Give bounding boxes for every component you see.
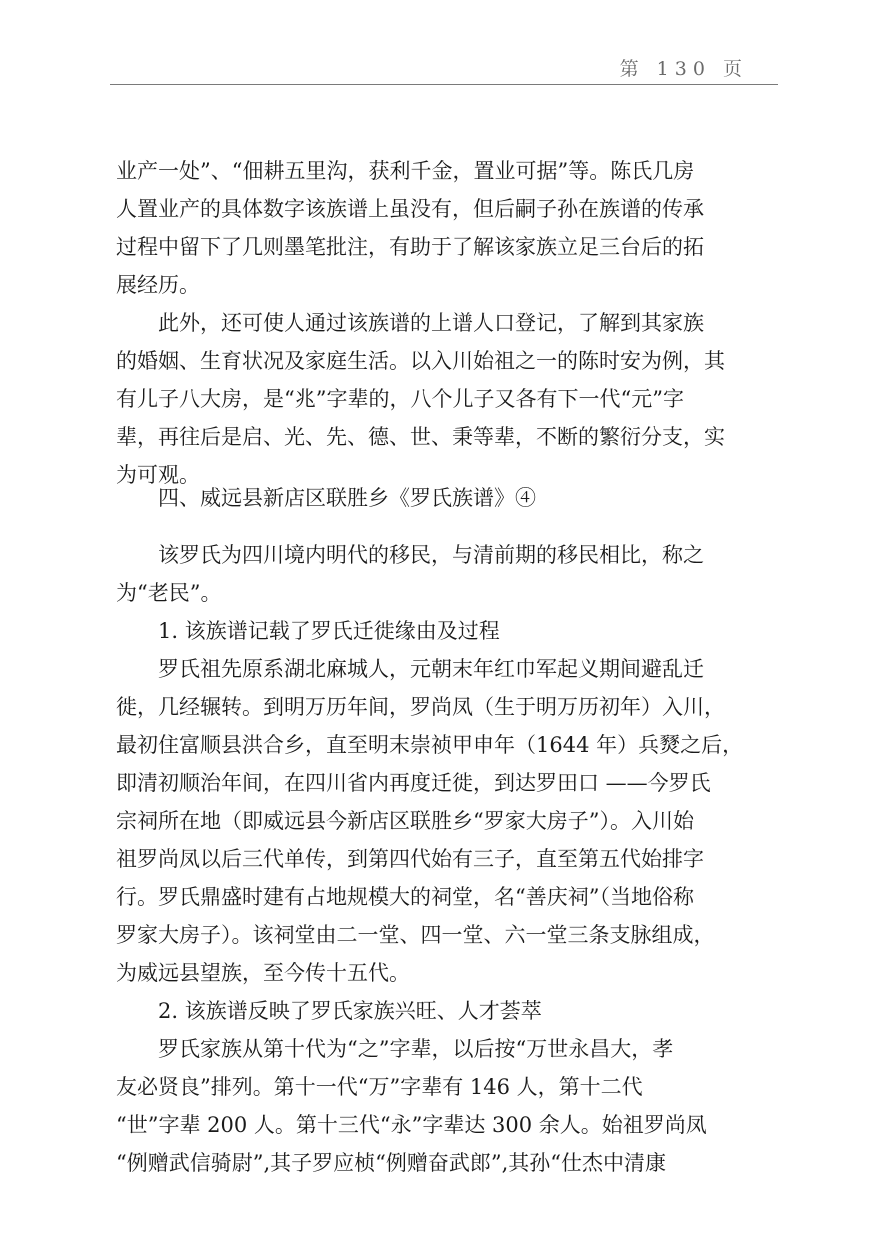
text-line: 辈，再往后是启、光、先、德、世、秉等辈，不断的繁衍分支，实 — [116, 425, 725, 449]
text-line: 过程中留下了几则墨笔批注，有助于了解该家族立足三台后的拓 — [116, 235, 704, 259]
text-line: 为可观。 — [116, 463, 200, 487]
text-line: 行。罗氏鼎盛时建有占地规模大的祠堂，名“善庆祠”（当地俗称 — [116, 885, 694, 909]
paragraph-first-line: 此外，还可使人通过该族谱的上谱人口登记，了解到其家族 — [158, 311, 704, 335]
text-line: 祖罗尚凤以后三代单传，到第四代始有三子，直至第五代始排字 — [116, 847, 704, 871]
text-line: 的婚姻、生育状况及家庭生活。以入川始祖之一的陈时安为例，其 — [116, 349, 725, 373]
text-line: 徙，几经辗转。到明万历年间，罗尚凤（生于明万历初年）入川， — [116, 695, 725, 719]
page-header — [110, 52, 778, 85]
subsection-heading: 1. 该族谱记载了罗氏迁徙缘由及过程 — [158, 619, 500, 643]
paragraph-first-line: 罗氏家族从第十代为“之”字辈，以后按“万世永昌大，孝 — [158, 1037, 674, 1061]
text-line: “世”字辈 200 人。第十三代“永”字辈达 300 余人。始祖罗尚凤 — [116, 1113, 707, 1137]
text-line: 即清初顺治年间，在四川省内再度迁徙，到达罗田口 ——今罗氏 — [116, 771, 711, 795]
text-line: 最初住富顺县洪合乡，直至明末崇祯甲申年（1644 年）兵燹之后， — [116, 733, 744, 757]
section-heading: 四、威远县新店区联胜乡《罗氏族谱》④ — [158, 486, 536, 510]
page-number: 第 130 页 — [619, 58, 748, 80]
text-line: “例赠武信骑尉”,其子罗应桢“例赠奋武郎”,其孙“仕杰中清康 — [116, 1151, 667, 1175]
paragraph-first-line: 罗氏祖先原系湖北麻城人，元朝末年红巾军起义期间避乱迁 — [158, 657, 704, 681]
text-line: 有儿子八大房，是“兆”字辈的，八个儿子又各有下一代“元”字 — [116, 387, 684, 411]
text-line: 人置业产的具体数字该族谱上虽没有，但后嗣子孙在族谱的传承 — [116, 197, 704, 221]
subsection-heading: 2. 该族谱反映了罗氏家族兴旺、人才荟萃 — [158, 999, 542, 1023]
text-line: 宗祠所在地（即威远县今新店区联胜乡“罗家大房子”）。入川始 — [116, 809, 694, 833]
text-line: 罗家大房子）。该祠堂由二一堂、四一堂、六一堂三条支脉组成， — [116, 923, 715, 947]
text-line: 为威远县望族，至今传十五代。 — [116, 961, 410, 985]
text-line: 展经历。 — [116, 273, 200, 297]
text-line: 为“老民”。 — [116, 581, 222, 605]
text-line: 业产一处”、“佃耕五里沟，获利千金，置业可据”等。陈氏几房 — [116, 159, 695, 183]
paragraph-first-line: 该罗氏为四川境内明代的移民，与清前期的移民相比，称之 — [158, 543, 704, 567]
text-line: 友必贤良”排列。第十一代“万”字辈有 146 人，第十二代 — [116, 1075, 643, 1099]
